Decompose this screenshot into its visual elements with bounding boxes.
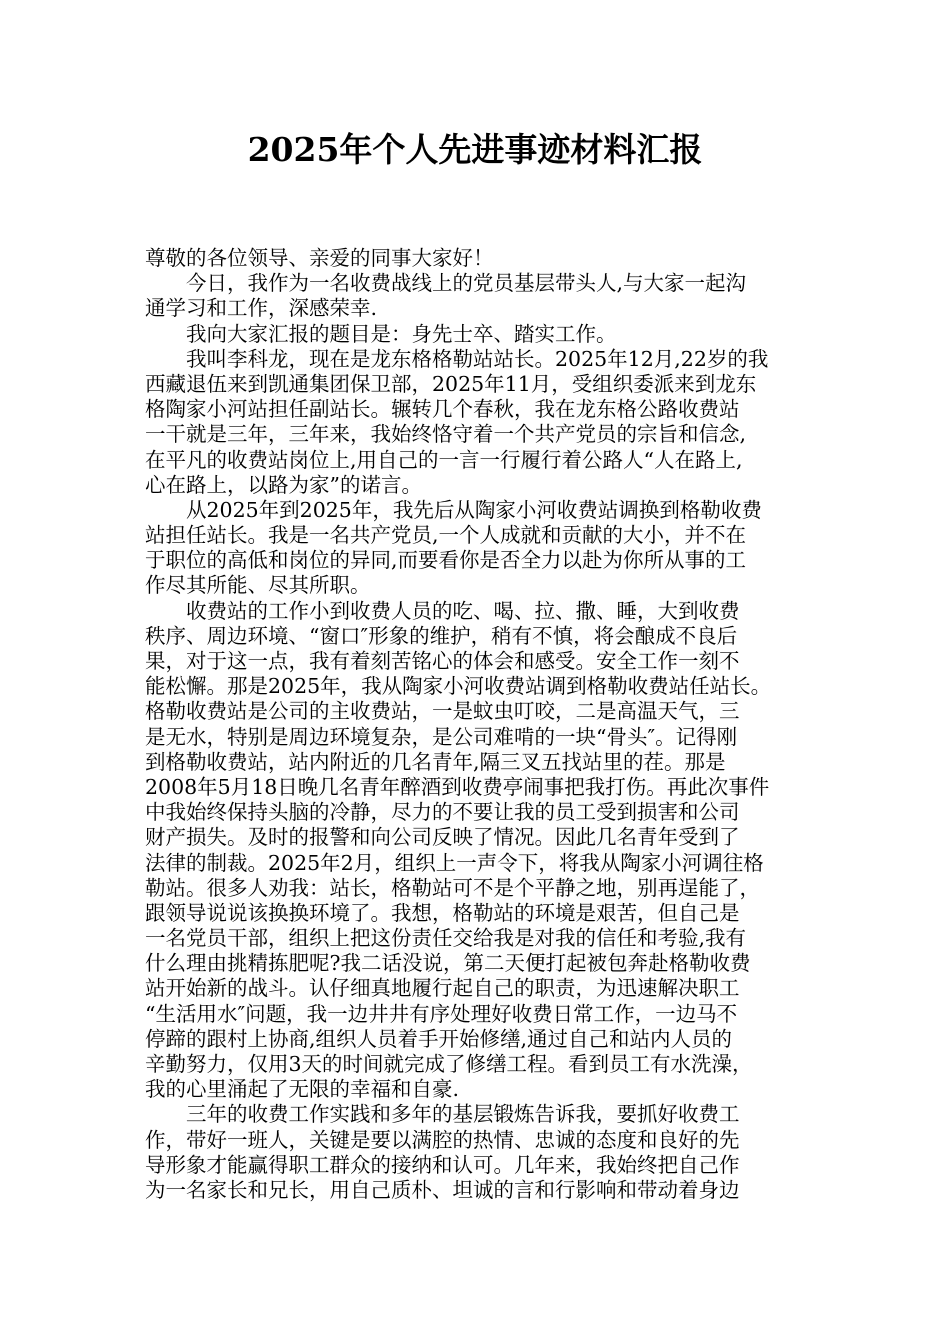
body-line: 心在路上，以路为家”的诺言。: [145, 472, 422, 497]
body-line: 作，带好一班人，关键是要以满腔的热情、忠诚的态度和良好的先: [145, 1127, 740, 1152]
body-line: 停蹄的跟村上协商,组织人员着手开始修缮,通过自己和站内人员的: [145, 1026, 733, 1051]
body-line: 为一名家长和兄长，用自己质朴、坦诚的言和行影响和带动着身边: [145, 1177, 740, 1202]
body-line: 一干就是三年，三年来，我始终恪守着一个共产党员的宗旨和信念,: [145, 422, 747, 447]
body-line: 法律的制裁。2025年2月，组织上一声令下，将我从陶家小河调往格: [145, 850, 764, 875]
body-line: 格勒收费站是公司的主收费站，一是蚊虫叮咬，二是高温天气，三: [145, 699, 740, 724]
body-line: 站开始新的战斗。认仔细真地履行起自己的职责，为迅速解决职工: [145, 976, 740, 1001]
body-line: 尊敬的各位领导、亲爱的同事大家好！: [145, 246, 494, 270]
body-line: 西藏退伍来到凯通集团保卫部，2025年11月，受组织委派来到龙东: [145, 371, 757, 396]
body-line: 一名党员干部，组织上把这份责任交给我是对我的信任和考验,我有: [145, 926, 747, 951]
body-line: 格陶家小河站担任副站长。辗转几个春秋，我在龙东格公路收费站: [145, 397, 740, 422]
body-line: 在平凡的收费站岗位上,用自己的一言一行履行着公路人“人在路上,: [145, 447, 743, 472]
body-line: 作尽其所能、尽其所职。: [145, 573, 371, 598]
body-line: 中我始终保持头脑的冷静，尽力的不要让我的员工受到损害和公司: [145, 800, 740, 825]
body-line: 于职位的高低和岗位的异同,而要看你是否全力以赴为你所从事的工: [145, 548, 747, 573]
body-line: 是无水，特别是周边环境复杂，是公司难啃的一块“骨头″。记得刚: [145, 724, 738, 749]
document-body: [145, 246, 825, 1203]
body-line: 到格勒收费站，站内附近的几名青年,隔三叉五找站里的茬。那是: [145, 749, 726, 774]
body-line: 从2025年到2025年，我先后从陶家小河收费站调换到格勒收费: [186, 497, 762, 522]
body-line: 通学习和工作，深感荣幸.: [145, 296, 378, 321]
body-line: 站担任站长。我是一名共产党员,一个人成就和贡献的大小，并不在: [145, 523, 747, 548]
body-line: 我向大家汇报的题目是：身先士卒、踏实工作。: [186, 321, 617, 346]
body-line: 秩序、周边环境、“窗口″形象的维护，稍有不慎，将会酿成不良后: [145, 623, 738, 648]
body-line: 辛勤努力，仅用3天的时间就完成了修缮工程。看到员工有水洗澡，: [145, 1052, 753, 1076]
body-line: 财产损失。及时的报警和向公司反映了情况。因此几名青年受到了: [145, 825, 740, 850]
body-line: 果，对于这一点，我有着刻苦铭心的体会和感受。安全工作一刻不: [145, 649, 740, 673]
document-title: 2025年个人先进事迹材料汇报: [247, 130, 703, 169]
body-line: 导形象才能赢得职工群众的接纳和认可。几年来，我始终把自己作: [145, 1152, 740, 1177]
body-line: 2008年5月18日晚几名青年醉酒到收费亭闹事把我打伤。再此次事件: [145, 774, 770, 799]
body-line: 能松懈。那是2025年，我从陶家小河收费站调到格勒收费站任站长。: [145, 674, 772, 699]
body-line: 我叫李科龙，现在是龙东格格勒站站长。2025年12月,22岁的我: [186, 346, 769, 371]
body-line: 什么理由挑精拣肥呢?我二话没说，第二天便打起被包奔赴格勒收费: [145, 951, 751, 976]
body-line: 收费站的工作小到收费人员的吃、喝、拉、撒、睡，大到收费: [186, 598, 740, 623]
body-line: 跟领导说说该换换环境了。我想，格勒站的环境是艰苦，但自己是: [145, 900, 740, 925]
body-line: 今日，我作为一名收费战线上的党员基层带头人,与大家一起沟: [186, 271, 747, 296]
body-line: 三年的收费工作实践和多年的基层锻炼告诉我，要抓好收费工: [186, 1102, 740, 1127]
body-line: 我的心里涌起了无限的幸福和自豪.: [145, 1077, 460, 1102]
body-line: 勒站。很多人劝我：站长，格勒站可不是个平静之地，别再逞能了，: [145, 875, 760, 900]
body-line: “生活用水″问题，我一边井井有序处理好收费日常工作，一边马不: [145, 1001, 738, 1026]
